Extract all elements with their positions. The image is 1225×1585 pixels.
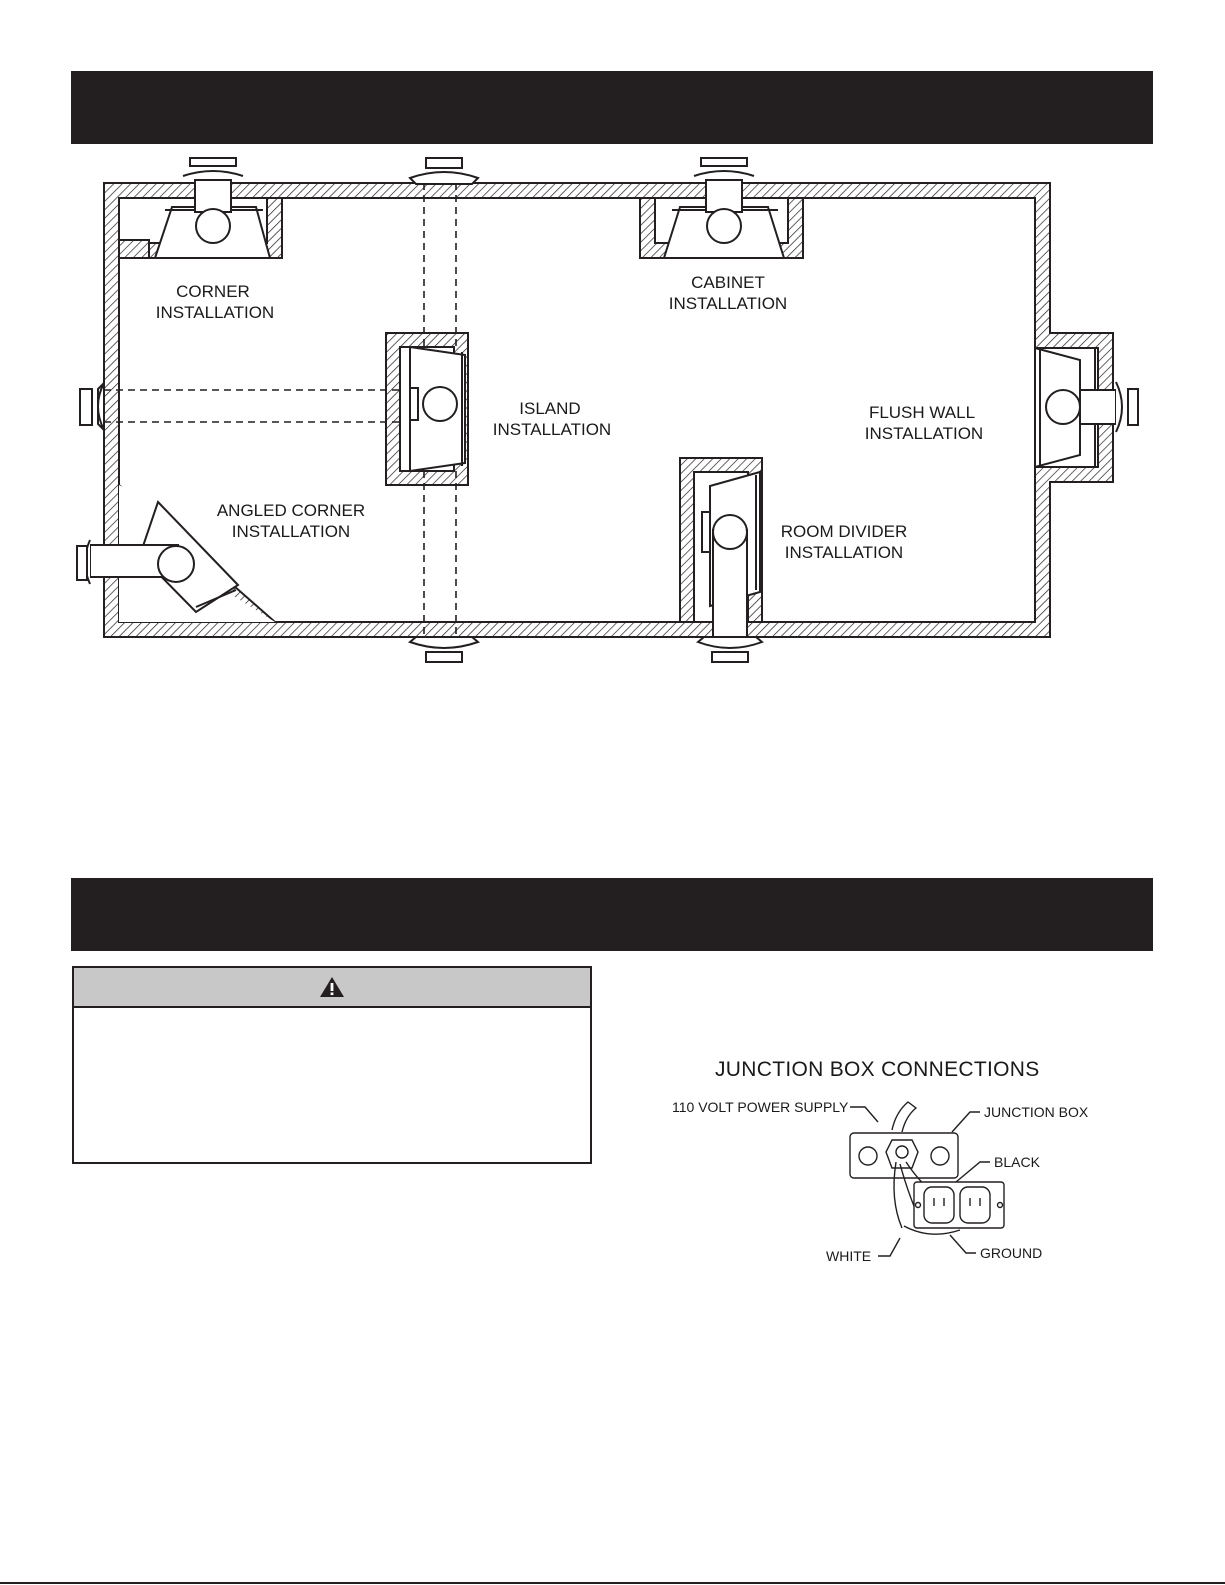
warning-triangle-icon [319, 976, 345, 998]
label-ground: GROUND [980, 1245, 1043, 1261]
label-room-divider-line2: INSTALLATION [784, 543, 904, 562]
label-110-volt-power-supply: 110 VOLT POWER SUPPLY [672, 1099, 849, 1115]
label-angled-corner-line1: ANGLED CORNER [216, 501, 366, 520]
left-wall-duct [80, 383, 104, 430]
warning-header [74, 968, 590, 1008]
label-angled-corner-line2: INSTALLATION [231, 522, 351, 541]
label-flush-wall-line2: INSTALLATION [864, 424, 984, 443]
warning-box [72, 966, 592, 1164]
label-room-divider-line1: ROOM DIVIDER [780, 522, 908, 541]
label-island-line1: ISLAND [519, 399, 581, 418]
installation-labels [156, 273, 983, 562]
label-corner-line2: INSTALLATION [155, 303, 275, 322]
island-duct-bottom [410, 637, 478, 662]
label-junction-box: JUNCTION BOX [984, 1104, 1089, 1120]
flush-wall-hood [1035, 348, 1138, 467]
label-island-line2: INSTALLATION [492, 420, 612, 439]
bottom-rule [0, 1582, 1225, 1584]
section-header-bar-2 [71, 878, 1153, 951]
label-flush-wall-line1: FLUSH WALL [868, 403, 976, 422]
cabinet-hood [640, 158, 803, 258]
label-cabinet-line2: INSTALLATION [668, 294, 788, 313]
junction-box-diagram [660, 1090, 1120, 1270]
label-white: WHITE [826, 1248, 872, 1264]
label-corner-line1: CORNER [176, 282, 250, 301]
label-cabinet-line1: CABINET [691, 273, 765, 292]
island-duct-top [410, 158, 478, 184]
wiring-diagram-title: JUNCTION BOX CONNECTIONS [715, 1058, 1040, 1081]
label-black: BLACK [994, 1154, 1040, 1170]
corner-hood [119, 158, 282, 258]
installation-layout-diagram [0, 0, 1225, 700]
island-hood [386, 333, 468, 485]
